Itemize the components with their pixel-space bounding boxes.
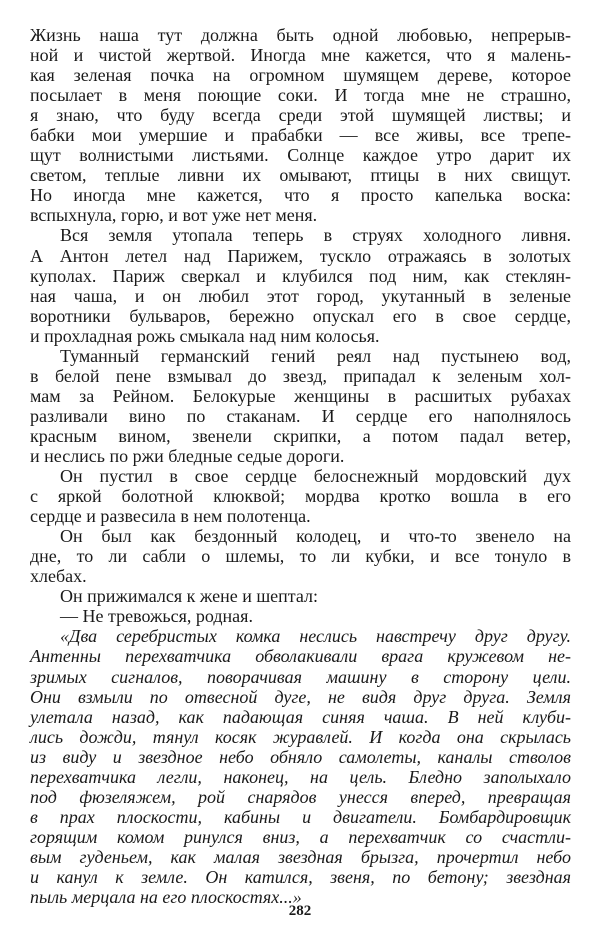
text-line: перехватчика легли, наконец, на цель. Бледно заполыхало	[30, 766, 571, 787]
italic-quote-paragraph	[30, 626, 571, 907]
text-line: горящим комом ринулся вниз, а перехватчик со счастли-	[30, 826, 571, 847]
text-line: щут волнистыми листьями. Солнце каждое утро дарит их	[30, 145, 571, 166]
text-line: ной и чистой жертвой. Иногда мне кажется, что я малень-	[30, 45, 571, 66]
text-line: из виду и звездное небо обняло самолеты, каналы стволов	[30, 746, 571, 767]
text-line: разливали вино по стаканам. И сердце его наполнялось	[30, 405, 571, 426]
paragraph	[30, 25, 571, 225]
text-line: посылает в меня поющие соки. И тогда мне не страшно,	[30, 85, 571, 106]
text-line: пыль мерцала на его плоскостях...»	[30, 887, 302, 908]
text-line: вспыхнула, горю, и вот уже нет меня.	[30, 205, 318, 226]
paragraph	[30, 466, 571, 526]
paragraph	[30, 586, 571, 606]
page-number: 282	[288, 903, 312, 919]
paragraph	[30, 606, 571, 626]
text-line: светом, теплые ливни их омывают, птицы в них свищут.	[30, 165, 571, 186]
text-line: в прах плоскости, кабины и двигатели. Бомбардировщик	[30, 806, 571, 827]
text-line: куполах. Париж сверкал и клубился под ним, как стеклян-	[30, 265, 571, 286]
text-line: и неслись по ржи бледные седые дороги.	[30, 445, 345, 466]
text-line: — Не тревожься, родная.	[60, 606, 253, 627]
text-line: вым гуденьем, как малая звездная брызга, прочертил небо	[30, 846, 571, 867]
paragraph	[30, 346, 571, 466]
text-line: сердце и развесила в нем полотенца.	[30, 506, 311, 527]
text-line: хлебах.	[30, 566, 87, 587]
text-line: Вся земля утопала теперь в струях холодного ливня.	[60, 225, 571, 246]
text-line: я знаю, что буду всегда среди этой шумящей листвы; и	[30, 105, 571, 126]
paragraph	[30, 526, 571, 586]
text-line: под фюзеляжем, рой снарядов унесся вперед, превращая	[30, 786, 571, 807]
text-line: воротники бульваров, бережно опускал его в свое сердце,	[30, 305, 571, 326]
paragraph	[30, 225, 571, 345]
page-body	[30, 25, 571, 907]
text-line: Он пустил в свое сердце белоснежный мордовский дух	[60, 466, 571, 487]
text-line: Туманный германский гений реял над пустынею вод,	[60, 345, 571, 366]
text-line: Антенны перехватчика обволакивали врага кружевом не-	[30, 646, 571, 667]
text-line: ная чаша, и он любил этот город, укутанный в зеленые	[30, 285, 571, 306]
text-line: Они взмыли по отвесной дуге, не видя друг друга. Земля	[30, 686, 571, 707]
text-line: А Антон летел над Парижем, тускло отражаясь в золотых	[30, 245, 571, 266]
text-line: Но иногда мне кажется, что я просто капелька воска:	[30, 185, 571, 206]
text-line: красным вином, звенели скрипки, а потом падал ветер,	[30, 425, 571, 446]
text-line: Он прижимался к жене и шептал:	[60, 586, 319, 607]
text-line: зримых сигналов, поворачивая машину в сторону цели.	[30, 666, 571, 687]
text-line: в белой пене взмывал до звезд, припадал к зеленым хол-	[30, 365, 571, 386]
text-line: кая зеленая почка на огромном шумящем дереве, которое	[30, 65, 571, 86]
text-line: с яркой болотной клюквой; мордва кротко вошла в его	[30, 486, 571, 507]
text-line: Он был как бездонный колодец, и что-то звенело на	[60, 526, 571, 547]
text-line: улетала назад, как падающая синяя чаша. В ней клуби-	[30, 706, 571, 727]
text-line: мам за Рейном. Белокурые женщины в расшитых рубахах	[30, 385, 571, 406]
text-line: лись дожди, тянул косяк журавлей. И когда она скрылась	[30, 726, 571, 747]
text-line: дне, то ли сабли о шлемы, то ли кубки, и все тонуло в	[30, 546, 571, 567]
text-line: Жизнь наша тут должна быть одной любовью, непрерыв-	[30, 25, 571, 45]
text-line: и прохладная рожь смыкала над ним колосья.	[30, 325, 380, 346]
text-line: «Два серебристых комка неслись навстречу друг другу.	[60, 626, 571, 647]
text-line: и канул к земле. Он катился, звеня, по бетону; звездная	[30, 866, 571, 887]
text-line: бабки мои умершие и прабабки — все живы, все трепе-	[30, 125, 571, 146]
